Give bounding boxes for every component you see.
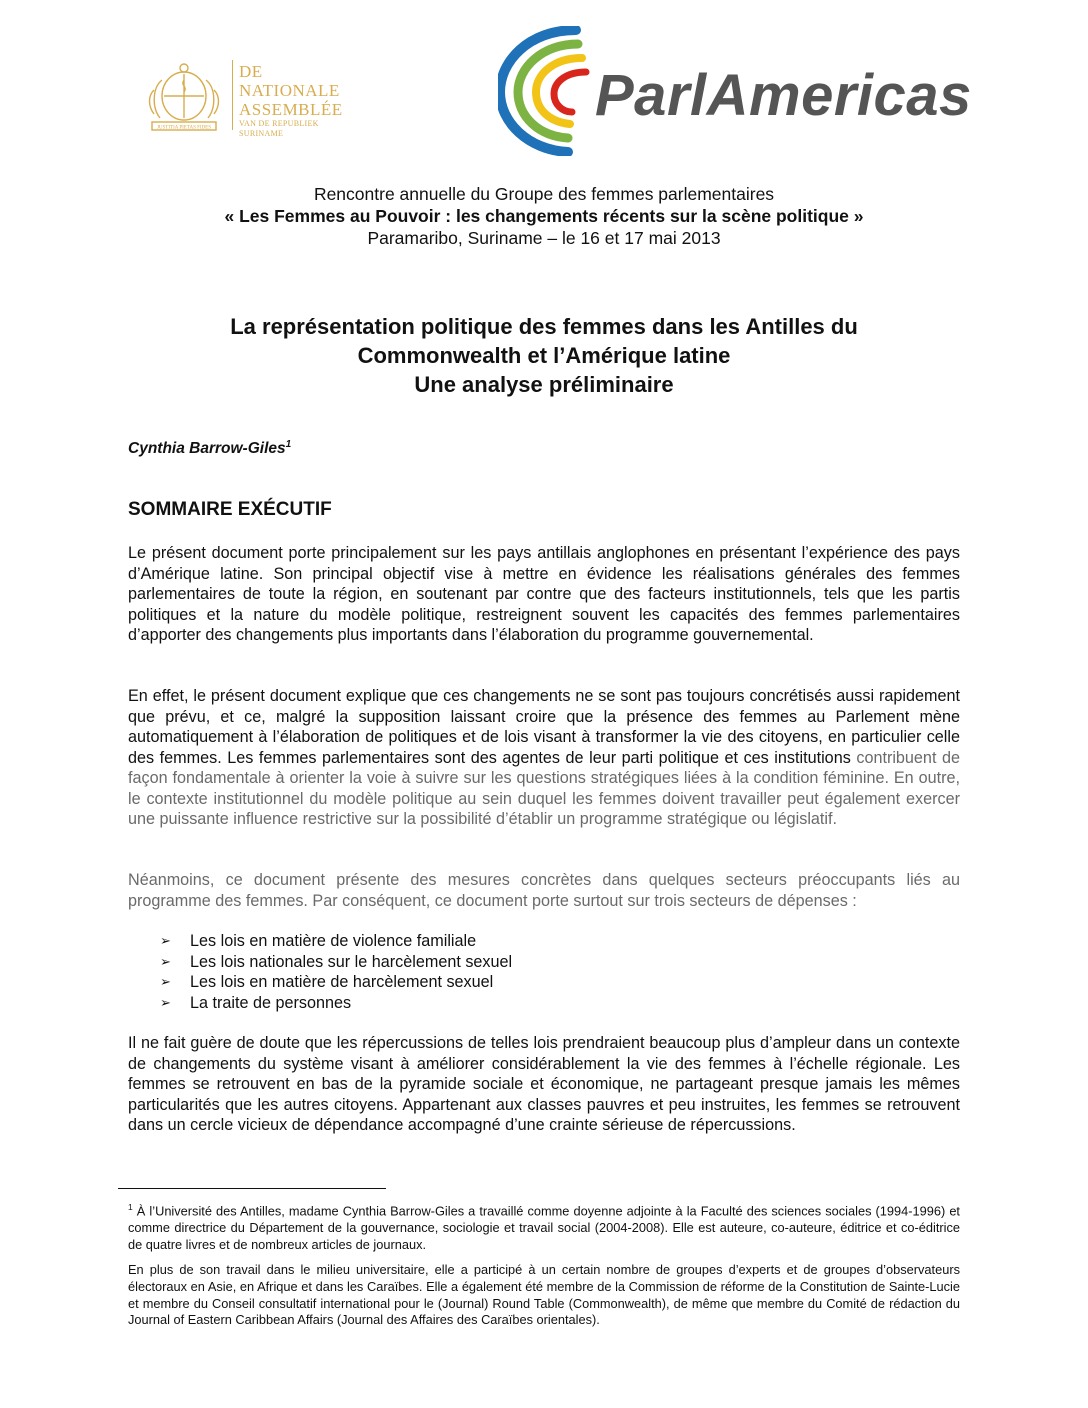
list-item-text: La traite de personnes — [190, 993, 352, 1012]
list-item — [160, 952, 512, 973]
author-footnote-ref: 1 — [285, 439, 292, 450]
arrow-bullet-icon: ➢ — [160, 994, 171, 1010]
footnote-number: 1 — [128, 1202, 133, 1212]
list-item — [160, 993, 512, 1014]
title-line1: La représentation politique des femmes dans les Antilles du — [230, 314, 858, 339]
paragraph-1: Le présent document porte principalement sur les pays antillais anglophones en présentant l’expérience des pays d’Amérique latine. Son principal objectif vise à mettre en évidence les réalisations générales des femmes parlementaires de toute la région, en soutenant par contre que des facteurs institutionnels, tels que les partis politiques et la nature du modèle politique, restreignent souvent les capacités des femmes parlementaires d’apporter des changements plus importants dans l’élaboration du programme gouvernemental. — [128, 544, 960, 644]
meeting-line3: Paramaribo, Suriname – le 16 et 17 mai 2013 — [367, 228, 721, 248]
arrow-bullet-icon: ➢ — [160, 974, 171, 989]
svg-text:JUSTITIA PIETAS FIDES: JUSTITIA PIETAS FIDES — [156, 125, 212, 131]
assembly-line2: NATIONALE — [239, 81, 340, 100]
author-name: Cynthia Barrow-Giles — [128, 440, 286, 458]
list-item — [160, 972, 512, 993]
meeting-line2: « Les Femmes au Pouvoir : les changements récents sur la scène politique » — [224, 206, 864, 226]
list-item — [160, 931, 512, 952]
paragraph-4: Il ne fait guère de doute que les répercussions de telles lois prendraient beaucoup plus d’ampleur dans un contexte de changements du système visant à améliorer considérablement la vie des femmes à l’échelle régionale. Les femmes se retrouvent en bas de la pyramide sociale et économique, ne partageant presque jamais les mêmes particularités que les autres citoyens. Appartenant aux classes pauvres et peu instruites, les femmes se retrouvent dans un cercle vicieux de dépendance accompagné d’une crainte sérieuse de répercussions. — [128, 1034, 960, 1134]
footnote-1 — [128, 1199, 960, 1254]
assembly-line1: DE — [239, 62, 263, 81]
title-line2: Commonwealth et l’Amérique latine — [357, 343, 731, 368]
assembly-subtitle: VAN DE REPUBLIEK SURINAME — [239, 119, 319, 138]
paragraph-3: Néanmoins, ce document présente des mesures concrètes dans quelques secteurs préoccupants liés au programme des femmes. Par conséquent, ce document porte surtout sur trois secteurs de dépenses : — [128, 871, 960, 910]
meeting-info — [0, 183, 1088, 249]
assembly-line3: ASSEMBLÉE — [239, 100, 343, 119]
author — [128, 439, 291, 458]
meeting-line1: Rencontre annuelle du Groupe des femmes parlementaires — [313, 184, 775, 204]
suriname-coat-of-arms-icon — [134, 60, 234, 136]
parlamericas-wordmark: ParlAmericas — [595, 63, 972, 128]
paragraph-2-gray-text: contribuent de façon fondamentale à orienter la voie à suivre sur les questions stratégiques liées à la condition féminine. En outre, le contexte institutionnel du modèle politique au sein duquel les femmes doivent travailler peut également exercer une puissante influence restrictive sur la possibilité d’établir un programme stratégique ou législatif. — [128, 748, 960, 828]
list-item-text: Les lois nationales sur le harcèlement sexuel — [190, 952, 513, 971]
parlamericas-logo — [498, 26, 972, 156]
document-title — [0, 312, 1088, 399]
paragraph-2-text: En effet, le présent document explique que ces changements ne se sont pas toujours concrétisés aussi rapidement que prévu, et ce, malgré la supposition laissant croire que la présence des femmes au Parlement mène automatiquement à l’élaboration de politiques et de lois visant à transformer la vie des citoyens, en particulier celle des femmes. Les femmes parlementaires sont des agentes de leur parti politique et ces institutions — [128, 687, 960, 767]
paragraph-2 — [128, 686, 960, 830]
title-line3: Une analyse préliminaire — [414, 372, 674, 397]
arrow-bullet-icon: ➢ — [160, 953, 171, 969]
list-item-text: Les lois en matière de violence familiale — [190, 932, 477, 950]
header-logos — [0, 0, 1088, 160]
list-item-text: Les lois en matière de harcèlement sexuel — [190, 973, 494, 991]
footnote-text-1: À l’Université des Antilles, madame Cynthia Barrow-Giles a travaillé comme doyenne adjointe à la Faculté des sciences sociales (1994-1996) et comme directrice du Département de la gouvernance, sociologie et travail social (2004-2008). Elle est auteure, co-auteure, éditrice et co-éditrice de quatre livres et de nombreux articles de journaux. — [128, 1203, 960, 1252]
footnote-divider — [118, 1188, 386, 1189]
footnote-text-2: En plus de son travail dans le milieu universitaire, elle a participé à un certain nombre de groupes d’experts et de groupes d’observateurs électoraux en Asie, en Afrique et dans les Caraïbes. Elle a également été membre de la Commission de réforme de la Constitution de Sainte-Lucie et membre du Conseil consultatif international pour le (Journal) Round Table (Commonwealth), de même que membre du Comité de rédaction du Journal of Eastern Caribbean Affairs (Journal des Affaires des Caraïbes orientales). — [128, 1262, 960, 1328]
assembly-logo — [134, 60, 354, 136]
bullet-list — [160, 931, 512, 1013]
section-heading: SOMMAIRE EXÉCUTIF — [128, 499, 332, 520]
arrow-bullet-icon: ➢ — [160, 933, 171, 948]
assembly-name — [239, 62, 354, 139]
logo-divider — [232, 60, 233, 130]
